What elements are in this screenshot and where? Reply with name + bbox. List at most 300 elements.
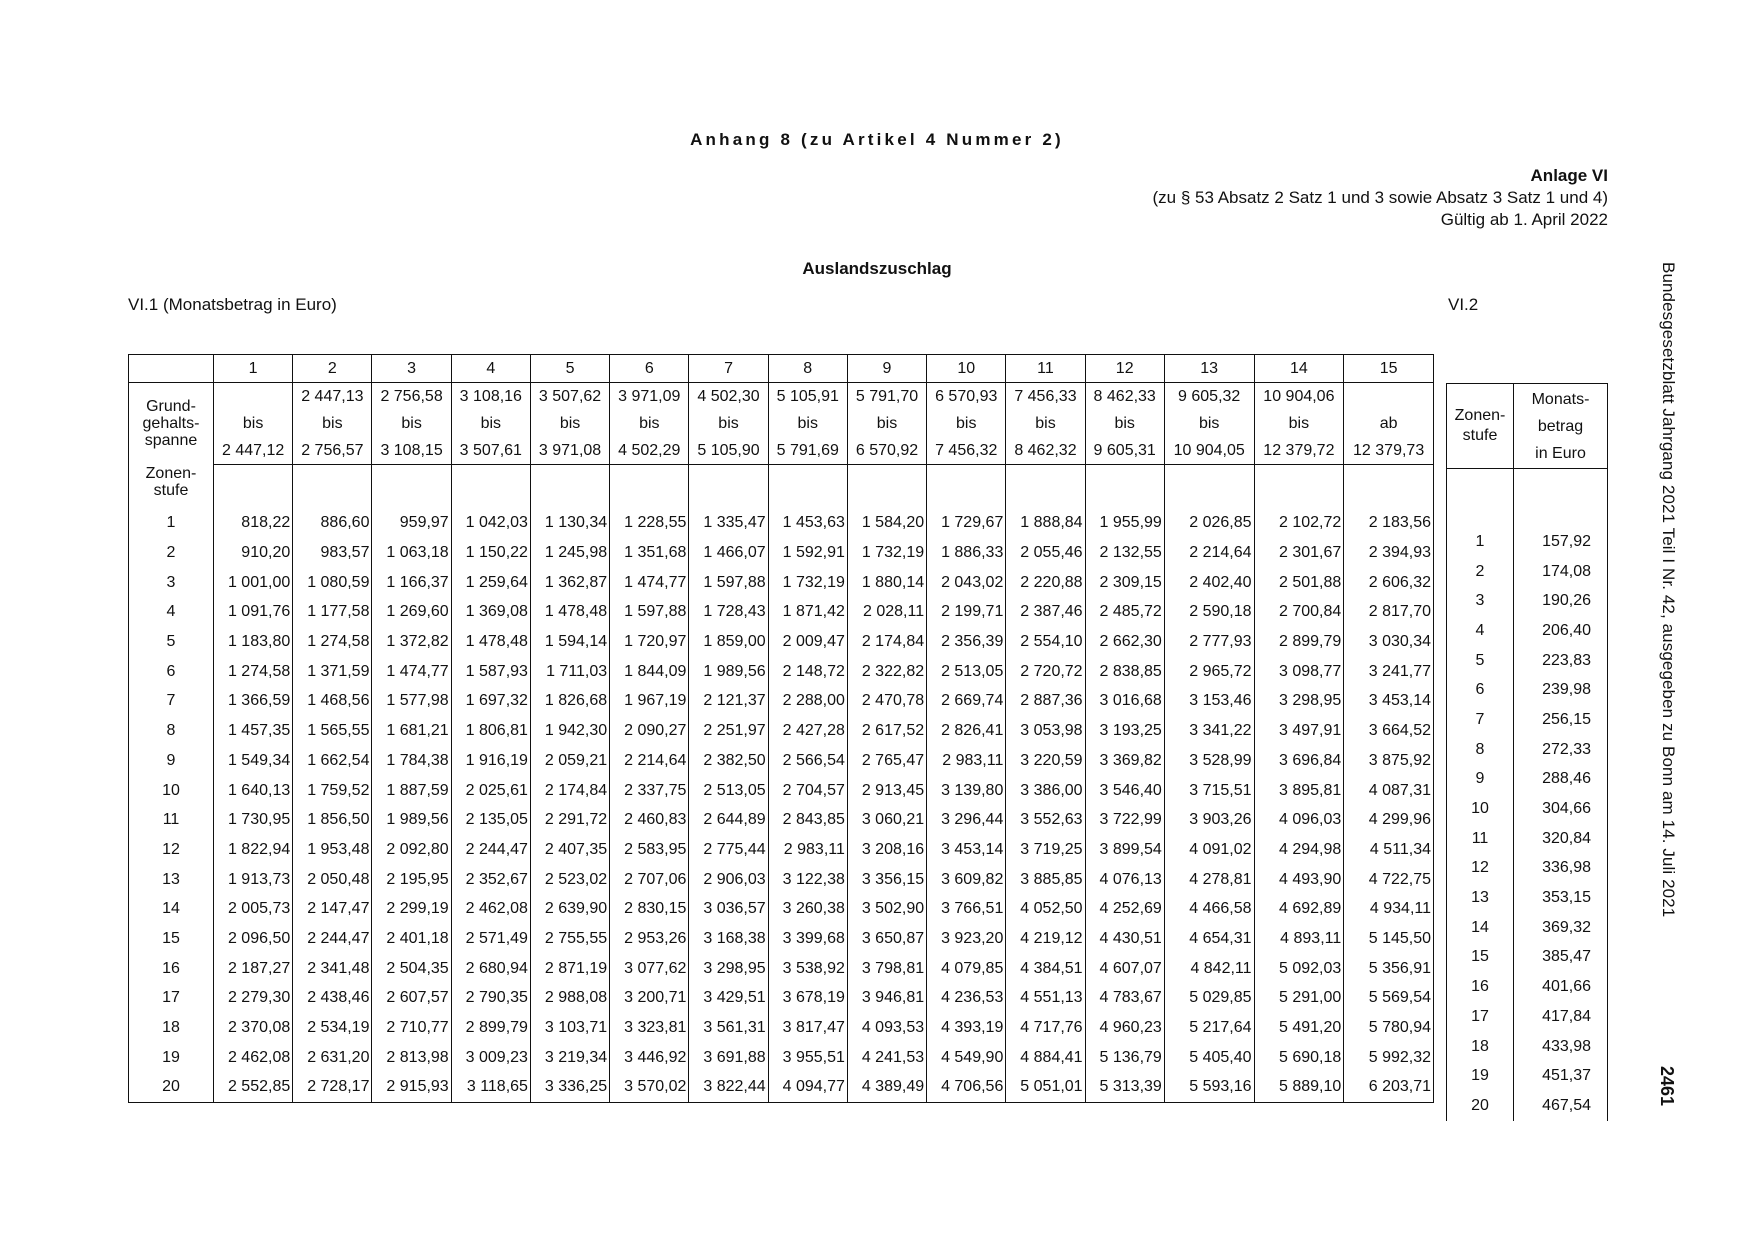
amount-cell: 1 453,63 bbox=[768, 509, 847, 539]
salary-range-cell: 4 502,29 bbox=[610, 437, 689, 465]
amount-cell: 3 016,68 bbox=[1085, 687, 1164, 717]
salary-range-cell: 8 462,32 bbox=[1006, 437, 1085, 465]
empty-cell bbox=[293, 465, 372, 509]
amount-cell: 1 130,34 bbox=[530, 509, 609, 539]
zone-cell: 20 bbox=[129, 1073, 214, 1103]
empty-cell bbox=[1254, 465, 1344, 509]
amount-cell: 4 842,11 bbox=[1164, 954, 1254, 984]
amount-cell: 1 826,68 bbox=[530, 687, 609, 717]
amount-cell: 2 583,95 bbox=[610, 835, 689, 865]
amount-cell: 2 059,21 bbox=[530, 746, 609, 776]
amount-cell: 2 775,44 bbox=[689, 835, 768, 865]
amount-cell: 304,66 bbox=[1514, 794, 1608, 824]
amount-cell: 3 570,02 bbox=[610, 1073, 689, 1103]
salary-range-cell: bis bbox=[293, 410, 372, 437]
amount-cell: 3 446,92 bbox=[610, 1043, 689, 1073]
amount-cell: 2 251,97 bbox=[689, 716, 768, 746]
amount-cell: 2 552,85 bbox=[214, 1073, 293, 1103]
zone-cell: 6 bbox=[1447, 675, 1514, 705]
table-row bbox=[1447, 794, 1608, 824]
amount-cell: 3 696,84 bbox=[1254, 746, 1344, 776]
amount-cell: 1 989,56 bbox=[372, 805, 451, 835]
salary-range-cell: bis bbox=[610, 410, 689, 437]
amount-cell: 4 654,31 bbox=[1164, 924, 1254, 954]
amount-cell: 223,83 bbox=[1514, 646, 1608, 676]
amount-cell: 1 228,55 bbox=[610, 509, 689, 539]
amount-cell: 1 042,03 bbox=[451, 509, 530, 539]
zone-cell: 1 bbox=[129, 509, 214, 539]
amount-cell: 5 889,10 bbox=[1254, 1073, 1344, 1103]
amount-cell: 4 549,90 bbox=[927, 1043, 1006, 1073]
amount-cell: 1 269,60 bbox=[372, 598, 451, 628]
salary-range-cell: 2 756,58 bbox=[372, 383, 451, 411]
empty-cell bbox=[847, 465, 926, 509]
amount-cell: 4 393,19 bbox=[927, 1013, 1006, 1043]
empty-cell bbox=[768, 465, 847, 509]
amount-cell: 2 214,64 bbox=[1164, 538, 1254, 568]
amount-cell: 1 091,76 bbox=[214, 598, 293, 628]
amount-cell: 3 077,62 bbox=[610, 954, 689, 984]
salary-range-cell: 6 570,93 bbox=[927, 383, 1006, 411]
row-header-grundgehaltsspanne: Grund- gehalts- spanne bbox=[129, 383, 214, 465]
zone-cell: 12 bbox=[1447, 854, 1514, 884]
amount-cell: 2 534,19 bbox=[293, 1013, 372, 1043]
amount-cell: 5 992,32 bbox=[1344, 1043, 1434, 1073]
zone-cell: 8 bbox=[1447, 735, 1514, 765]
zone-cell: 9 bbox=[129, 746, 214, 776]
amount-cell: 1 362,87 bbox=[530, 568, 609, 598]
amount-cell: 5 051,01 bbox=[1006, 1073, 1085, 1103]
salary-range-cell: 10 904,05 bbox=[1164, 437, 1254, 465]
amount-cell: 336,98 bbox=[1514, 854, 1608, 884]
amount-cell: 2 009,47 bbox=[768, 627, 847, 657]
column-number: 15 bbox=[1344, 355, 1434, 383]
amount-cell: 4 079,85 bbox=[927, 954, 1006, 984]
amount-cell: 886,60 bbox=[293, 509, 372, 539]
table-row bbox=[129, 746, 1434, 776]
amount-cell: 1 597,88 bbox=[689, 568, 768, 598]
amount-cell: 1 371,59 bbox=[293, 657, 372, 687]
amount-cell: 1 720,97 bbox=[610, 627, 689, 657]
salary-range-cell: 7 456,32 bbox=[927, 437, 1006, 465]
amount-cell: 1 063,18 bbox=[372, 538, 451, 568]
annex-title: Anhang 8 (zu Artikel 4 Nummer 2) bbox=[690, 130, 1064, 149]
amount-cell: 2 352,67 bbox=[451, 865, 530, 895]
zone-cell: 13 bbox=[129, 865, 214, 895]
salary-range-cell: bis bbox=[530, 410, 609, 437]
amount-cell: 1 177,58 bbox=[293, 598, 372, 628]
salary-range-cell: 3 108,15 bbox=[372, 437, 451, 465]
amount-cell: 2 244,47 bbox=[293, 924, 372, 954]
amount-cell: 2 309,15 bbox=[1085, 568, 1164, 598]
amount-cell: 4 252,69 bbox=[1085, 894, 1164, 924]
amount-cell: 2 092,80 bbox=[372, 835, 451, 865]
amount-cell: 2 680,94 bbox=[451, 954, 530, 984]
amount-cell: 1 989,56 bbox=[689, 657, 768, 687]
salary-range-cell: bis bbox=[1085, 410, 1164, 437]
amount-cell: 6 203,71 bbox=[1344, 1073, 1434, 1103]
amount-cell: 2 387,46 bbox=[1006, 598, 1085, 628]
amount-cell: 1 806,81 bbox=[451, 716, 530, 746]
column-number: 13 bbox=[1164, 355, 1254, 383]
amount-cell: 1 732,19 bbox=[768, 568, 847, 598]
amount-cell: 2 906,03 bbox=[689, 865, 768, 895]
amount-cell: 2 765,47 bbox=[847, 746, 926, 776]
amount-cell: 1 681,21 bbox=[372, 716, 451, 746]
zone-cell: 11 bbox=[1447, 824, 1514, 854]
amount-cell: 401,66 bbox=[1514, 972, 1608, 1002]
amount-cell: 4 884,41 bbox=[1006, 1043, 1085, 1073]
amount-cell: 4 384,51 bbox=[1006, 954, 1085, 984]
table-row bbox=[1447, 883, 1608, 913]
amount-cell: 1 372,82 bbox=[372, 627, 451, 657]
amount-cell: 1 662,54 bbox=[293, 746, 372, 776]
amount-cell: 1 577,98 bbox=[372, 687, 451, 717]
salary-range-cell: bis bbox=[214, 410, 293, 437]
salary-range-cell: 5 105,91 bbox=[768, 383, 847, 411]
amount-cell: 1 274,58 bbox=[293, 627, 372, 657]
amount-cell: 2 777,93 bbox=[1164, 627, 1254, 657]
amount-cell: 1 967,19 bbox=[610, 687, 689, 717]
amount-cell: 2 504,35 bbox=[372, 954, 451, 984]
amount-cell: 1 916,19 bbox=[451, 746, 530, 776]
amount-cell: 320,84 bbox=[1514, 824, 1608, 854]
zone-cell: 14 bbox=[1447, 913, 1514, 943]
table-row bbox=[1447, 646, 1608, 676]
amount-cell: 1 080,59 bbox=[293, 568, 372, 598]
amount-cell: 3 098,77 bbox=[1254, 657, 1344, 687]
salary-range-cell: 6 570,92 bbox=[847, 437, 926, 465]
salary-range-cell: bis bbox=[1254, 410, 1344, 437]
amount-cell: 2 356,39 bbox=[927, 627, 1006, 657]
table-row bbox=[129, 687, 1434, 717]
amount-cell: 3 009,23 bbox=[451, 1043, 530, 1073]
amount-cell: 2 026,85 bbox=[1164, 509, 1254, 539]
amount-cell: 3 817,47 bbox=[768, 1013, 847, 1043]
column-number: 1 bbox=[214, 355, 293, 383]
amount-cell: 2 028,11 bbox=[847, 598, 926, 628]
amount-cell: 1 759,52 bbox=[293, 776, 372, 806]
amount-cell: 206,40 bbox=[1514, 616, 1608, 646]
salary-range-cell: 3 507,62 bbox=[530, 383, 609, 411]
gazette-side-text: Bundesgesetzblatt Jahrgang 2021 Teil I Nr. 42, ausgegeben zu Bonn am 14. Juli 2021 bbox=[1659, 262, 1678, 918]
amount-cell: 2 523,02 bbox=[530, 865, 609, 895]
anlage-reference: (zu § 53 Absatz 2 Satz 1 und 3 sowie Absatz 3 Satz 1 und 4) bbox=[1152, 188, 1608, 207]
amount-cell: 1 784,38 bbox=[372, 746, 451, 776]
amount-cell: 4 278,81 bbox=[1164, 865, 1254, 895]
amount-cell: 4 096,03 bbox=[1254, 805, 1344, 835]
amount-cell: 2 988,08 bbox=[530, 984, 609, 1014]
amount-cell: 4 551,13 bbox=[1006, 984, 1085, 1014]
table-row bbox=[1447, 765, 1608, 795]
column-number: 4 bbox=[451, 355, 530, 383]
zone-cell: 7 bbox=[129, 687, 214, 717]
amount-cell: 2 460,83 bbox=[610, 805, 689, 835]
amount-cell: 2 606,32 bbox=[1344, 568, 1434, 598]
amount-cell: 3 502,90 bbox=[847, 894, 926, 924]
amount-cell: 1 274,58 bbox=[214, 657, 293, 687]
column-number: 12 bbox=[1085, 355, 1164, 383]
amount-cell: 3 298,95 bbox=[689, 954, 768, 984]
amount-cell: 2 195,95 bbox=[372, 865, 451, 895]
amount-cell: 2 299,19 bbox=[372, 894, 451, 924]
amount-cell: 1 478,48 bbox=[451, 627, 530, 657]
amount-cell: 3 060,21 bbox=[847, 805, 926, 835]
zone-cell: 4 bbox=[129, 598, 214, 628]
amount-cell: 5 145,50 bbox=[1344, 924, 1434, 954]
zone-allowance-table bbox=[1446, 383, 1608, 1121]
table-row bbox=[1447, 557, 1608, 587]
table-row bbox=[1447, 1091, 1608, 1121]
zone-cell: 5 bbox=[1447, 646, 1514, 676]
amount-cell: 4 093,53 bbox=[847, 1013, 926, 1043]
amount-cell: 3 193,25 bbox=[1085, 716, 1164, 746]
empty-cell bbox=[1514, 469, 1608, 528]
amount-cell: 818,22 bbox=[214, 509, 293, 539]
table-row bbox=[129, 924, 1434, 954]
amount-cell: 4 493,90 bbox=[1254, 865, 1344, 895]
salary-range-cell: 2 756,57 bbox=[293, 437, 372, 465]
amount-cell: 3 691,88 bbox=[689, 1043, 768, 1073]
amount-cell: 1 474,77 bbox=[372, 657, 451, 687]
amount-cell: 4 783,67 bbox=[1085, 984, 1164, 1014]
empty-cell bbox=[1447, 469, 1514, 528]
amount-cell: 2 199,71 bbox=[927, 598, 1006, 628]
amount-cell: 1 711,03 bbox=[530, 657, 609, 687]
amount-cell: 2 830,15 bbox=[610, 894, 689, 924]
amount-cell: 1 478,48 bbox=[530, 598, 609, 628]
amount-cell: 2 669,74 bbox=[927, 687, 1006, 717]
amount-cell: 3 122,38 bbox=[768, 865, 847, 895]
amount-cell: 2 965,72 bbox=[1164, 657, 1254, 687]
empty-cell bbox=[451, 465, 530, 509]
amount-cell: 3 399,68 bbox=[768, 924, 847, 954]
zone-cell: 8 bbox=[129, 716, 214, 746]
amount-cell: 2 700,84 bbox=[1254, 598, 1344, 628]
amount-cell: 2 132,55 bbox=[1085, 538, 1164, 568]
amount-cell: 467,54 bbox=[1514, 1091, 1608, 1121]
salary-range-cell: bis bbox=[927, 410, 1006, 437]
amount-cell: 2 370,08 bbox=[214, 1013, 293, 1043]
zone-cell: 15 bbox=[129, 924, 214, 954]
amount-cell: 2 291,72 bbox=[530, 805, 609, 835]
amount-cell: 4 087,31 bbox=[1344, 776, 1434, 806]
amount-cell: 3 895,81 bbox=[1254, 776, 1344, 806]
amount-cell: 1 549,34 bbox=[214, 746, 293, 776]
empty-cell bbox=[1006, 465, 1085, 509]
amount-cell: 1 887,59 bbox=[372, 776, 451, 806]
amount-cell: 2 554,10 bbox=[1006, 627, 1085, 657]
amount-cell: 4 934,11 bbox=[1344, 894, 1434, 924]
amount-cell: 4 960,23 bbox=[1085, 1013, 1164, 1043]
amount-cell: 157,92 bbox=[1514, 527, 1608, 557]
amount-cell: 1 859,00 bbox=[689, 627, 768, 657]
table-row bbox=[129, 627, 1434, 657]
amount-cell: 3 336,25 bbox=[530, 1073, 609, 1103]
zone-cell: 19 bbox=[1447, 1061, 1514, 1091]
amount-cell: 2 843,85 bbox=[768, 805, 847, 835]
amount-cell: 2 826,41 bbox=[927, 716, 1006, 746]
salary-range-cell: 5 791,70 bbox=[847, 383, 926, 411]
anlage-title: Anlage VI bbox=[1530, 166, 1608, 185]
zone-cell: 14 bbox=[129, 894, 214, 924]
amount-cell: 2 915,93 bbox=[372, 1073, 451, 1103]
table-row bbox=[1447, 913, 1608, 943]
table-row bbox=[129, 1013, 1434, 1043]
zone-cell: 5 bbox=[129, 627, 214, 657]
amount-cell: 3 241,77 bbox=[1344, 657, 1434, 687]
amount-cell: 1 871,42 bbox=[768, 598, 847, 628]
side-zone-header: Zonen- stufe bbox=[1447, 384, 1514, 469]
table-row bbox=[1447, 1061, 1608, 1091]
zone-cell: 17 bbox=[1447, 1002, 1514, 1032]
amount-cell: 417,84 bbox=[1514, 1002, 1608, 1032]
amount-cell: 2 899,79 bbox=[451, 1013, 530, 1043]
amount-cell: 2 183,56 bbox=[1344, 509, 1434, 539]
column-number: 3 bbox=[372, 355, 451, 383]
salary-range-cell: 5 105,90 bbox=[689, 437, 768, 465]
amount-cell: 2 755,55 bbox=[530, 924, 609, 954]
zone-cell: 20 bbox=[1447, 1091, 1514, 1121]
amount-cell: 3 118,65 bbox=[451, 1073, 530, 1103]
amount-cell: 1 587,93 bbox=[451, 657, 530, 687]
amount-cell: 4 294,98 bbox=[1254, 835, 1344, 865]
zone-cell: 6 bbox=[129, 657, 214, 687]
table-row bbox=[129, 657, 1434, 687]
zone-cell: 3 bbox=[1447, 586, 1514, 616]
amount-cell: 4 722,75 bbox=[1344, 865, 1434, 895]
amount-cell: 5 405,40 bbox=[1164, 1043, 1254, 1073]
amount-cell: 3 955,51 bbox=[768, 1043, 847, 1073]
amount-cell: 3 822,44 bbox=[689, 1073, 768, 1103]
empty-cell bbox=[689, 465, 768, 509]
amount-cell: 2 005,73 bbox=[214, 894, 293, 924]
salary-range-cell: 3 108,16 bbox=[451, 383, 530, 411]
amount-cell: 1 457,35 bbox=[214, 716, 293, 746]
amount-cell: 1 730,95 bbox=[214, 805, 293, 835]
zone-cell: 10 bbox=[1447, 794, 1514, 824]
amount-cell: 1 335,47 bbox=[689, 509, 768, 539]
amount-cell: 2 639,90 bbox=[530, 894, 609, 924]
amount-cell: 174,08 bbox=[1514, 557, 1608, 587]
salary-range-cell: 2 447,13 bbox=[293, 383, 372, 411]
empty-cell bbox=[1164, 465, 1254, 509]
zone-cell: 9 bbox=[1447, 765, 1514, 795]
salary-range-cell: 8 462,33 bbox=[1085, 383, 1164, 411]
salary-range-cell: 9 605,31 bbox=[1085, 437, 1164, 465]
salary-range-cell: 10 904,06 bbox=[1254, 383, 1344, 411]
amount-cell: 3 885,85 bbox=[1006, 865, 1085, 895]
amount-cell: 2 817,70 bbox=[1344, 598, 1434, 628]
amount-cell: 2 220,88 bbox=[1006, 568, 1085, 598]
zone-cell: 11 bbox=[129, 805, 214, 835]
amount-cell: 2 913,45 bbox=[847, 776, 926, 806]
amount-cell: 2 571,49 bbox=[451, 924, 530, 954]
table-row bbox=[1447, 1032, 1608, 1062]
amount-cell: 5 313,39 bbox=[1085, 1073, 1164, 1103]
amount-cell: 2 566,54 bbox=[768, 746, 847, 776]
salary-range-cell: 3 971,08 bbox=[530, 437, 609, 465]
amount-cell: 1 856,50 bbox=[293, 805, 372, 835]
salary-range-cell: 4 502,30 bbox=[689, 383, 768, 411]
table-row bbox=[1447, 824, 1608, 854]
amount-cell: 4 430,51 bbox=[1085, 924, 1164, 954]
zone-cell: 15 bbox=[1447, 943, 1514, 973]
salary-range-cell: bis bbox=[1006, 410, 1085, 437]
amount-cell: 3 053,98 bbox=[1006, 716, 1085, 746]
amount-cell: 2 187,27 bbox=[214, 954, 293, 984]
amount-cell: 1 166,37 bbox=[372, 568, 451, 598]
column-number: 10 bbox=[927, 355, 1006, 383]
amount-cell: 3 903,26 bbox=[1164, 805, 1254, 835]
zone-cell: 10 bbox=[129, 776, 214, 806]
amount-cell: 2 148,72 bbox=[768, 657, 847, 687]
salary-range-cell: bis bbox=[451, 410, 530, 437]
amount-cell: 5 593,16 bbox=[1164, 1073, 1254, 1103]
table-row bbox=[129, 984, 1434, 1014]
amount-cell: 2 631,20 bbox=[293, 1043, 372, 1073]
amount-cell: 5 690,18 bbox=[1254, 1043, 1344, 1073]
amount-cell: 3 946,81 bbox=[847, 984, 926, 1014]
empty-cell bbox=[1085, 465, 1164, 509]
amount-cell: 2 090,27 bbox=[610, 716, 689, 746]
salary-range-cell: bis bbox=[847, 410, 926, 437]
table-row bbox=[129, 776, 1434, 806]
salary-range-cell: bis bbox=[1164, 410, 1254, 437]
zone-cell: 2 bbox=[1447, 557, 1514, 587]
amount-cell: 3 356,15 bbox=[847, 865, 926, 895]
amount-cell: 2 135,05 bbox=[451, 805, 530, 835]
amount-cell: 5 092,03 bbox=[1254, 954, 1344, 984]
amount-cell: 3 538,92 bbox=[768, 954, 847, 984]
amount-cell: 385,47 bbox=[1514, 943, 1608, 973]
salary-range-cell: bis bbox=[689, 410, 768, 437]
amount-cell: 1 594,14 bbox=[530, 627, 609, 657]
amount-cell: 4 236,53 bbox=[927, 984, 1006, 1014]
amount-cell: 3 296,44 bbox=[927, 805, 1006, 835]
amount-cell: 3 719,25 bbox=[1006, 835, 1085, 865]
amount-cell: 4 076,13 bbox=[1085, 865, 1164, 895]
table-row bbox=[129, 716, 1434, 746]
amount-cell: 2 485,72 bbox=[1085, 598, 1164, 628]
amount-cell: 2 813,98 bbox=[372, 1043, 451, 1073]
amount-cell: 2 341,48 bbox=[293, 954, 372, 984]
page-heading: Auslandszuschlag bbox=[802, 259, 952, 278]
table-row bbox=[129, 1073, 1434, 1103]
amount-cell: 1 880,14 bbox=[847, 568, 926, 598]
amount-cell: 2 953,26 bbox=[610, 924, 689, 954]
amount-cell: 3 923,20 bbox=[927, 924, 1006, 954]
table-row bbox=[1447, 854, 1608, 884]
zone-cell: 13 bbox=[1447, 883, 1514, 913]
amount-cell: 1 913,73 bbox=[214, 865, 293, 895]
amount-cell: 1 584,20 bbox=[847, 509, 926, 539]
zone-cell: 19 bbox=[129, 1043, 214, 1073]
amount-cell: 3 453,14 bbox=[1344, 687, 1434, 717]
salary-range-cell: 2 447,12 bbox=[214, 437, 293, 465]
column-number: 14 bbox=[1254, 355, 1344, 383]
amount-cell: 353,15 bbox=[1514, 883, 1608, 913]
amount-cell: 3 497,91 bbox=[1254, 716, 1344, 746]
allowance-table bbox=[128, 354, 1434, 1103]
table-label-vi2: VI.2 bbox=[1448, 295, 1479, 314]
column-number: 9 bbox=[847, 355, 926, 383]
amount-cell: 2 871,19 bbox=[530, 954, 609, 984]
page-number: 2461 bbox=[1657, 1066, 1677, 1107]
amount-cell: 1 369,08 bbox=[451, 598, 530, 628]
amount-cell: 2 102,72 bbox=[1254, 509, 1344, 539]
table-row bbox=[129, 954, 1434, 984]
